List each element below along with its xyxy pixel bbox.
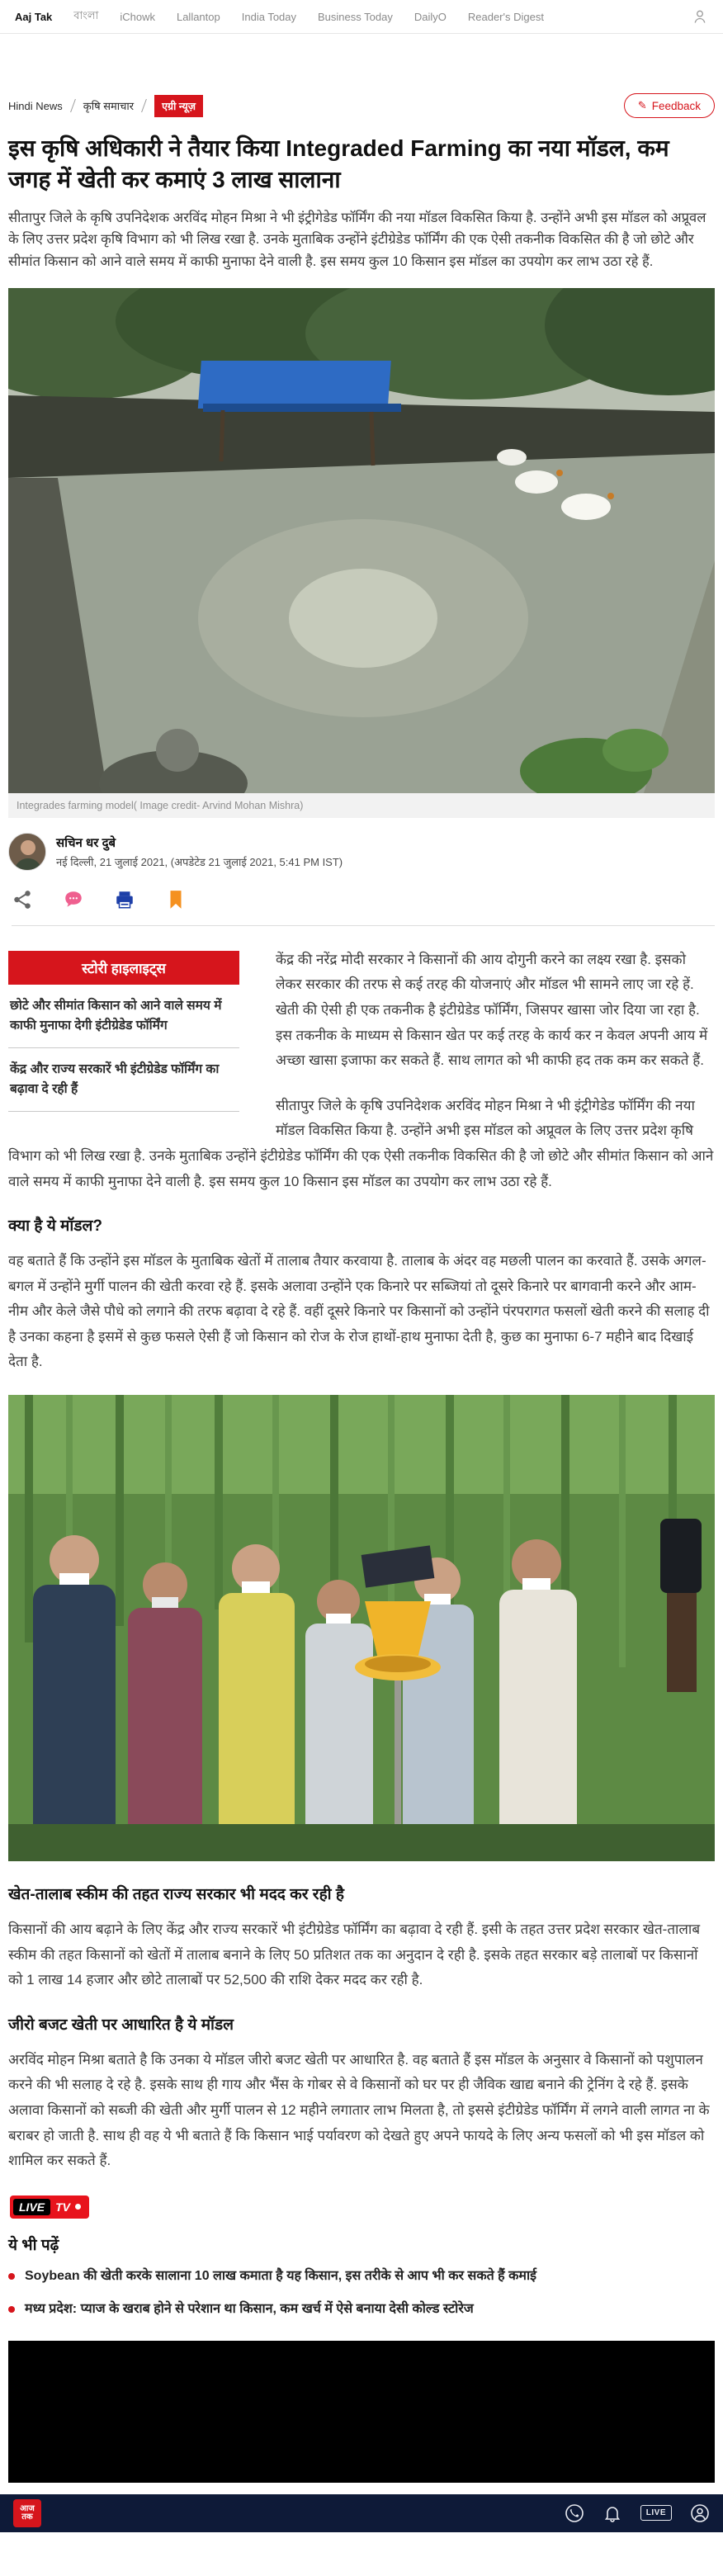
phone-icon[interactable] [565,2503,584,2523]
aajtak-logo[interactable] [13,2499,41,2527]
bell-icon[interactable] [602,2503,622,2523]
bookmark-icon[interactable] [165,889,187,910]
field-visit-image [8,1395,715,1861]
breadcrumb-hindi-news[interactable]: Hindi News [8,99,63,112]
live-tv-tv-label: TV [55,2200,71,2214]
live-tv-live-label: LIVE [13,2199,50,2215]
nav-brand-india-today[interactable]: India Today [241,10,297,23]
comment-icon[interactable] [63,889,84,910]
share-icon[interactable] [12,889,33,910]
video-player[interactable] [8,2341,715,2483]
read-also-title: ये भी पढ़ें [8,2236,59,2254]
nav-brand-readers-digest[interactable]: Reader's Digest [467,10,544,23]
live-dot-icon [75,2204,81,2210]
app-footer-bar [0,2494,723,2532]
hero-figure [8,288,715,818]
read-also-link[interactable] [8,2266,715,2286]
story-highlights-title: स्टोरी हाइलाइट्स [8,951,239,985]
print-icon[interactable] [114,889,135,910]
subheading-model: क्या है ये मॉडल? [8,1217,102,1236]
logo-line1: आज [20,2503,35,2513]
breadcrumb-agri-news-badge[interactable]: एग्री न्यूज़ [154,95,203,117]
paragraph: वह बताते हैं कि उन्होंने इस मॉडल के मुताबिक खेतों में तालाब तैयार करवाया है. तालाब के अंदर वह मछली पालन का करवाते हैं. उसके अगल-बगल में उन्होंने मुर्गी पालन की खेती करवा रहे हैं. इसके अलावा उन्होंने एक किनारे पर सब्जियां तो दूसरे किनारे पर बागवानी करने और आम- नीम और केले जैसे पौधे को लगाने की तरफ बढ़ावा दे रहे हैं. वहीं दूसरे किनारे पर किसानों को उन्होंने पंरपरागत फसलों खेती करने की सलाह दी है उनका कहना है इसमें से कुछ फसले ऐसी हैं जो किसान को रोज के रोज हाथों-हाथ मुनाफा देती है, कुछ का मुनाफा 6-7 महीने बाद दिखाई देता है. [8,1253,710,1370]
read-also-section [8,2233,715,2319]
logo-line2: तक [21,2512,33,2522]
nav-brand-business-today[interactable]: Business Today [318,10,393,23]
share-toolbar [12,889,715,926]
breadcrumb-separator [70,99,76,112]
article-body [8,948,715,2233]
nav-brand-lallantop[interactable]: Lallantop [176,10,220,23]
story-highlights [8,951,239,1112]
bullet-icon [8,2306,15,2313]
article-intro: सीतापुर जिले के कृषि उपनिदेशक अरविंद मोहन मिश्रा ने भी इंट्रीगेडेड फॉर्मिंग की नया मॉडल विकसित किया है. उन्होंने अभी इस मॉडल को अप्रूवल के लिए उत्तर प्रदेश कृषि विभाग को भी लिख रखा है. उनके मुताबिक उन्होंने इंटीग्रेडेड फॉर्मिंग की एक ऐसी तकनीक विकसित की है जो छोटे और सीमांत किसान को आने वाले समय में काफी मुनाफा देने वाली है. इस समय कुल 10 किसान इस मॉडल का उपयोग कर लाभ उठा रहे हैं. [8,210,706,270]
read-also-text: Soybean की खेती करके सालाना 10 लाख कमाता है यह किसान, इस तरीके से आप भी कर सकते हैं कमाई [25,2268,536,2283]
hero-caption: Integrades farming model( Image credit- Arvind Mohan Mishra) [8,793,715,818]
nav-brand-bangla[interactable]: বাংলা [73,8,99,21]
author-avatar[interactable] [8,833,46,871]
breadcrumb-separator [141,99,147,112]
paragraph: अरविंद मोहन मिश्रा बताते है कि उनका ये मॉडल जीरो बजट खेती पर आधारित है. वह बताते हैं इस मॉडल के अनुसार वे किसानों को पशुपालन करने की भी सलाह दे रहे है. इसके साथ ही गाय और भैंस के गोबर से वे किसानों को घर पर ही जैविक खाद्य बनाने की ट्रेनिंग दे रहे हैं. इसके अलावा किसानों को सब्जी की खेती और मुर्गी पालन से 12 महीने लगातार लाभ मिलता है, तो इससे इंटीग्रेडेड फॉर्मिंग में लगने वाली लागत ना के बराबर हो जाती है. साथ ही वह ये भी बताते हैं कि किसान भाई पर्यावरण को देखते हुए अपने फायदे के लिए अन्य फसलों को भी इस मॉडल को शामिल कर सकते हैं. [8,2051,710,2169]
hero-image-pond [8,288,715,793]
avatar-image [9,834,46,871]
feedback-button[interactable] [624,93,715,118]
author-block [56,834,343,869]
paragraph: केंद्र की नरेंद्र मोदी सरकार ने किसानों की आय दोगुनी करने का लक्ष्य रखा है. इसको लेकर सरकार की तरफ से कई तरह की योजनाएं और मॉडल भी सामने लाए जा रहे हें. खेती की ऐसी ही एक तकनीक है इंटीग्रेडेड फॉर्मिंग, जिसपर खासा जोर दिया जा रहा है. इस तकनीक के माध्यम से किसान खेत पर कई तरह के कार्य कर न केवल अपनी आय में अच्छा खासा इजाफा कर सकते हैं. साथ लागत को भी काफी हद तक कम कर सकते हैं. [276,951,708,1069]
byline [8,833,715,871]
nav-brand-dailyo[interactable]: DailyO [413,10,447,23]
footer-live-badge[interactable]: LIVE [640,2505,672,2521]
article-title: इस कृषि अधिकारी ने तैयार किया Integraded Farming का नया मॉडल, कम जगह में खेती कर कमाएं 3 लाख सालाना [8,135,669,192]
field-visit-figure [8,1395,715,1861]
read-also-text: मध्य प्रदेश: प्याज के खराब होने से परेशान था किसान, कम खर्च में ऐसे बनाया देसी कोल्ड स्टोरेज [25,2301,474,2316]
paragraph: किसानों की आय बढ़ाने के लिए केंद्र और राज्य सरकारें भी इंटीग्रेडेड फॉर्मिंग का बढ़ावा दे रही हैं. इसी के तहत उत्तर प्रदेश सरकार खेत-तालाब स्कीम की तहत किसानों को खेतों में तालाब बनाने के लिए 50 प्रतिशत तक का अनुदान दे रही है. इसके तहत सरकार बड़े तालाबों पर किसानों को 1 लाख 14 हजार और छोटे तालाबों पर 52,500 की राशि देकर मदद कर रही है. [8,1921,701,1988]
top-nav [0,0,723,34]
author-name[interactable]: सचिन धर दुबे [56,835,116,850]
nav-brand-aajtak[interactable]: Aaj Tak [15,10,53,23]
dateline: नई दिल्ली, 21 जुलाई 2021, (अपडेटेड 21 जुलाई 2021, 5:41 PM IST) [56,855,343,868]
subheading-zero-budget: जीरो बजट खेती पर आधारित है ये मॉडल [8,2016,234,2034]
bullet-icon [8,2273,15,2280]
breadcrumb-krishi-samachar[interactable]: कृषि समाचार [83,100,135,112]
nav-brand-ichowk[interactable]: iChowk [120,10,155,23]
feedback-label: Feedback [651,99,701,112]
highlight-item: केंद्र और राज्य सरकारें भी इंटीग्रेडेड फॉर्मिंग का बढ़ावा दे रही हैं [8,1048,239,1112]
subheading-scheme: खेत-तालाब स्कीम की तहत राज्य सरकार भी मदद कर रही है [8,1886,344,1904]
profile-icon[interactable] [690,2503,710,2523]
user-profile-icon[interactable] [692,8,708,25]
paragraph: सीतापुर जिले के कृषि उपनिदेशक अरविंद मोहन मिश्रा ने भी इंट्रीगेडेड फॉर्मिंग की नया मॉडल विकसित किया है. उन्होंने अभी इस मॉडल को अप्रूवल के लिए उत्तर प्रदेश कृषि विभाग को भी लिख रखा है. उनके मुताबिक उन्होंने इंटीग्रेडेड फॉर्मिंग की एक ऐसी तकनीक विकसित की है जो छोटे और सीमांत किसान को आने वाले समय में काफी मुनाफा देने वाली है. इस समय कुल 10 किसान इस मॉडल का उपयोग कर लाभ उठा रहे हैं. [8,1097,714,1189]
highlight-item: छोटे और सीमांत किसान को आने वाले समय में काफी मुनाफा देगी इंटीग्रेडेड फॉर्मिंग [8,985,239,1048]
read-also-link[interactable] [8,2299,715,2319]
live-tv-badge[interactable] [10,2196,89,2219]
breadcrumb [8,93,715,118]
pencil-icon: ✎ [637,99,647,111]
